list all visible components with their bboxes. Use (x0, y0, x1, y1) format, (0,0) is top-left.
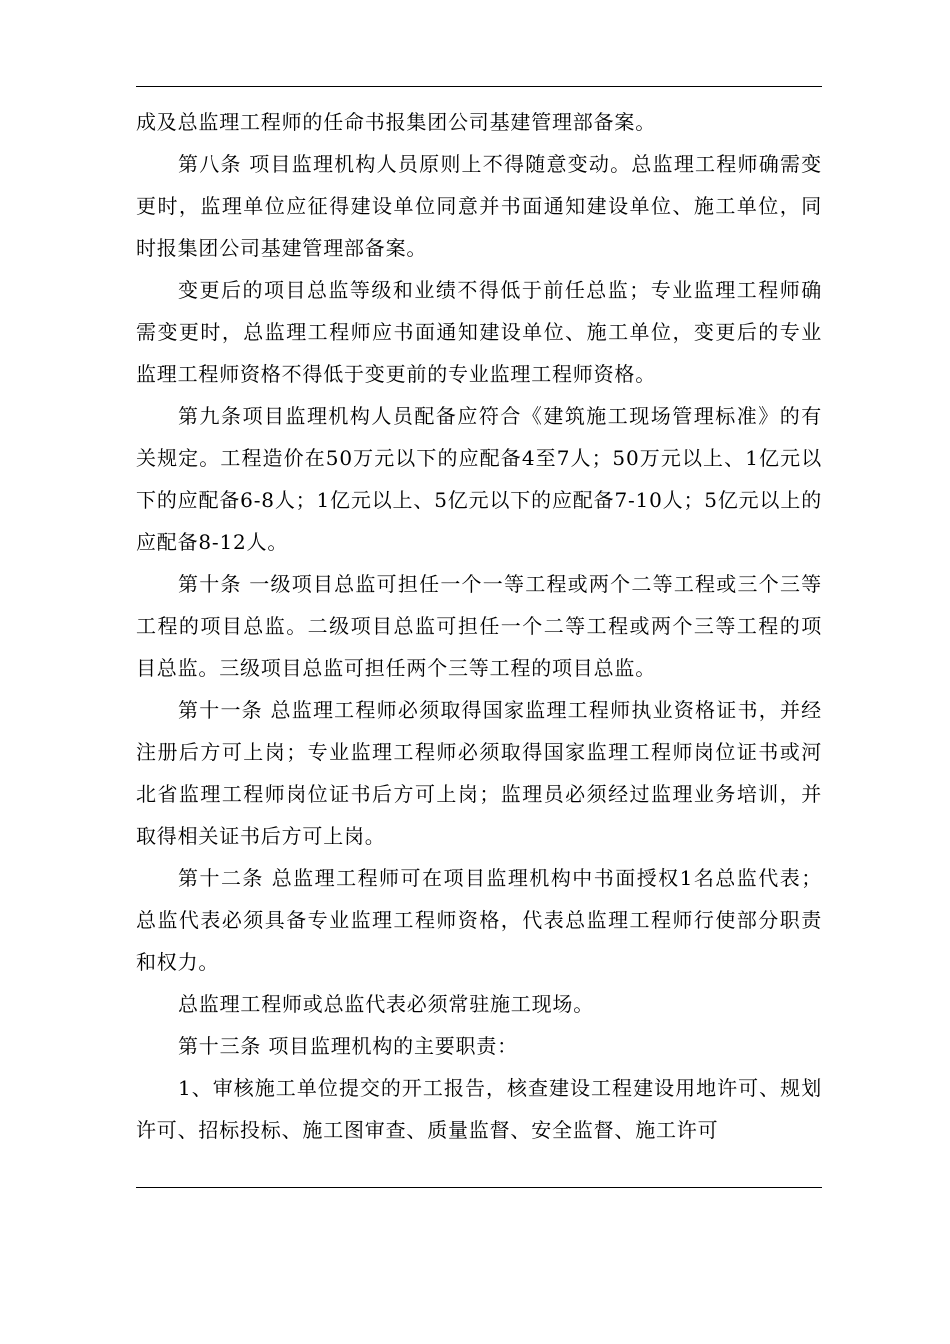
paragraph-article-12-onsite: 总监理工程师或总监代表必须常驻施工现场。 (178, 992, 594, 1016)
paragraph-article-13: 第十三条 项目监理机构的主要职责： (178, 1034, 518, 1058)
paragraph-article-12: 第十二条 总监理工程师可在项目监理机构中书面授权1名总监代表；总监代表必须具备专业监理工程师资格，代表总监理工程师行使部分职责和权力。 (136, 866, 822, 974)
paragraph-continuation: 成及总监理工程师的任命书报集团公司基建管理部备案。 (136, 110, 656, 134)
paragraph-article-11: 第十一条 总监理工程师必须取得国家监理工程师执业资格证书，并经注册后方可上岗；专业监理工程师必须取得国家监理工程师岗位证书或河北省监理工程师岗位证书后方可上岗；监理员必须经过监理业务培训，并取得相关证书后方可上岗。 (136, 698, 822, 848)
document-body (136, 101, 822, 1151)
paragraph-article-8: 第八条 项目监理机构人员原则上不得随意变动。总监理工程师确需变更时，监理单位应征得建设单位同意并书面通知建设单位、施工单位，同时报集团公司基建管理部备案。 (136, 152, 822, 260)
header-rule (136, 86, 822, 87)
paragraph-article-10: 第十条 一级项目总监可担任一个一等工程或两个二等工程或三个三等工程的项目总监。二级项目总监可担任一个二等工程或两个三等工程的项目总监。三级项目总监可担任两个三等工程的项目总监。 (136, 572, 822, 680)
paragraph-duty-1: 1、审核施工单位提交的开工报告，核查建设工程建设用地许可、规划许可、招标投标、施工图审查、质量监督、安全监督、施工许可 (136, 1076, 822, 1142)
paragraph-article-8-change: 变更后的项目总监等级和业绩不得低于前任总监；专业监理工程师确需变更时，总监理工程师应书面通知建设单位、施工单位，变更后的专业监理工程师资格不得低于变更前的专业监理工程师资格。 (136, 278, 822, 386)
footer-rule (136, 1187, 822, 1188)
paragraph-article-9: 第九条项目监理机构人员配备应符合《建筑施工现场管理标准》的有关规定。工程造价在50万元以下的应配备4至7人；50万元以上、1亿元以下的应配备6-8人；1亿元以上、5亿元以下的应配备7-10人；5亿元以上的应配备8-12人。 (136, 404, 822, 554)
